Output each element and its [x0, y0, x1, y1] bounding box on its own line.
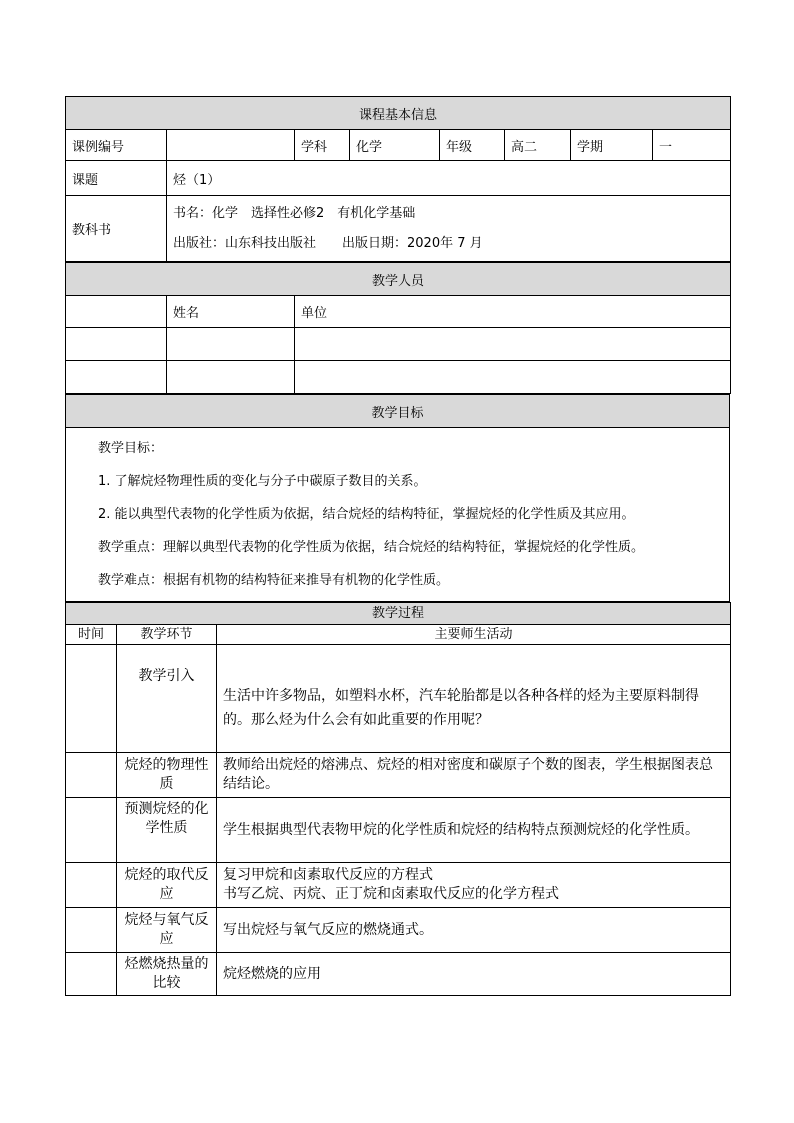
process-row-3-time	[66, 798, 117, 863]
process-row-5-activity: 写出烷烃与氧气反应的燃烧通式。	[217, 908, 731, 953]
process-row-2-step: 烷烃的物理性质	[117, 753, 217, 798]
section-title-staff: 教学人员	[66, 263, 731, 296]
section-title-basic-info: 课程基本信息	[66, 97, 731, 130]
process-row-4-activity	[217, 863, 731, 908]
process-col-activity: 主要师生活动	[217, 625, 731, 645]
goals-heading: 教学目标：	[98, 441, 164, 456]
label-topic: 课题	[66, 161, 167, 196]
section-title-process: 教学过程	[66, 603, 731, 625]
process-row-4-step: 烷烃的取代反应	[117, 863, 217, 908]
goal-item-2: 2. 能以典型代表物的化学性质为依据，结合烷烃的结构特征，掌握烷烃的化学性质及其应用。	[98, 507, 635, 522]
staff-row-2-blank	[66, 361, 167, 394]
process-row-2-time	[66, 753, 117, 798]
case-number-value	[167, 130, 295, 161]
goal-difficulty: 教学难点：根据有机物的结构特征来推导有机物的化学性质。	[98, 573, 450, 588]
label-subject: 学科	[295, 130, 350, 161]
process-row-6-activity: 烷烃燃烧的应用	[217, 953, 731, 996]
label-term: 学期	[571, 130, 653, 161]
section-title-goals: 教学目标	[66, 395, 730, 428]
lesson-plan-document	[65, 96, 730, 996]
process-row-4-activity-line-2: 书写乙烷、丙烷、正丁烷和卤素取代反应的化学方程式	[223, 886, 559, 902]
process-row-6-step: 烃燃烧热量的比较	[117, 953, 217, 996]
grade-value: 高二	[505, 130, 571, 161]
staff-row-1-name	[167, 328, 295, 361]
staff-row-1-unit	[295, 328, 731, 361]
basic-info-table	[65, 96, 731, 262]
staff-blank-cell	[66, 296, 167, 328]
textbook-publisher-line: 出版社：山东科技出版社 出版日期：2020年 7 月	[173, 235, 483, 251]
textbook-title-line: 书名：化学 选择性必修2 有机化学基础	[173, 205, 416, 221]
label-grade: 年级	[440, 130, 505, 161]
process-row-4-activity-line-1: 复习甲烷和卤素取代反应的方程式	[223, 867, 433, 883]
label-textbook: 教科书	[66, 196, 167, 262]
process-col-step: 教学环节	[117, 625, 217, 645]
process-table	[65, 602, 731, 996]
staff-col-unit: 单位	[295, 296, 731, 328]
process-row-1-activity: 生活中许多物品，如塑料水杯，汽车轮胎都是以各种各样的烃为主要原料制得的。那么烃为什么会有如此重要的作用呢？	[217, 645, 731, 753]
goal-item-1: 1. 了解烷烃物理性质的变化与分子中碳原子数目的关系。	[98, 474, 427, 489]
topic-value: 烃（1）	[167, 161, 731, 196]
staff-row-1-blank	[66, 328, 167, 361]
goals-body	[66, 428, 730, 602]
process-col-time: 时间	[66, 625, 117, 645]
process-row-1-time	[66, 645, 117, 753]
process-row-2-activity: 教师给出烷烃的熔沸点、烷烃的相对密度和碳原子个数的图表，学生根据图表总结结论。	[217, 753, 731, 798]
goals-table	[65, 394, 730, 602]
subject-value: 化学	[350, 130, 440, 161]
process-row-6-time	[66, 953, 117, 996]
staff-col-name: 姓名	[167, 296, 295, 328]
process-row-3-step: 预测烷烃的化学性质	[117, 798, 217, 863]
process-row-4-time	[66, 863, 117, 908]
term-value: 一	[653, 130, 731, 161]
process-row-5-time	[66, 908, 117, 953]
label-case-number: 课例编号	[66, 130, 167, 161]
textbook-info	[167, 196, 731, 262]
staff-row-2-name	[167, 361, 295, 394]
goal-key-point: 教学重点：理解以典型代表物的化学性质为依据，结合烷烃的结构特征，掌握烷烃的化学性质。	[98, 540, 645, 555]
staff-row-2-unit	[295, 361, 731, 394]
process-row-1-step: 教学引入	[117, 645, 217, 753]
staff-table	[65, 262, 731, 394]
process-row-5-step: 烷烃与氧气反应	[117, 908, 217, 953]
process-row-3-activity: 学生根据典型代表物甲烷的化学性质和烷烃的结构特点预测烷烃的化学性质。	[217, 798, 731, 863]
